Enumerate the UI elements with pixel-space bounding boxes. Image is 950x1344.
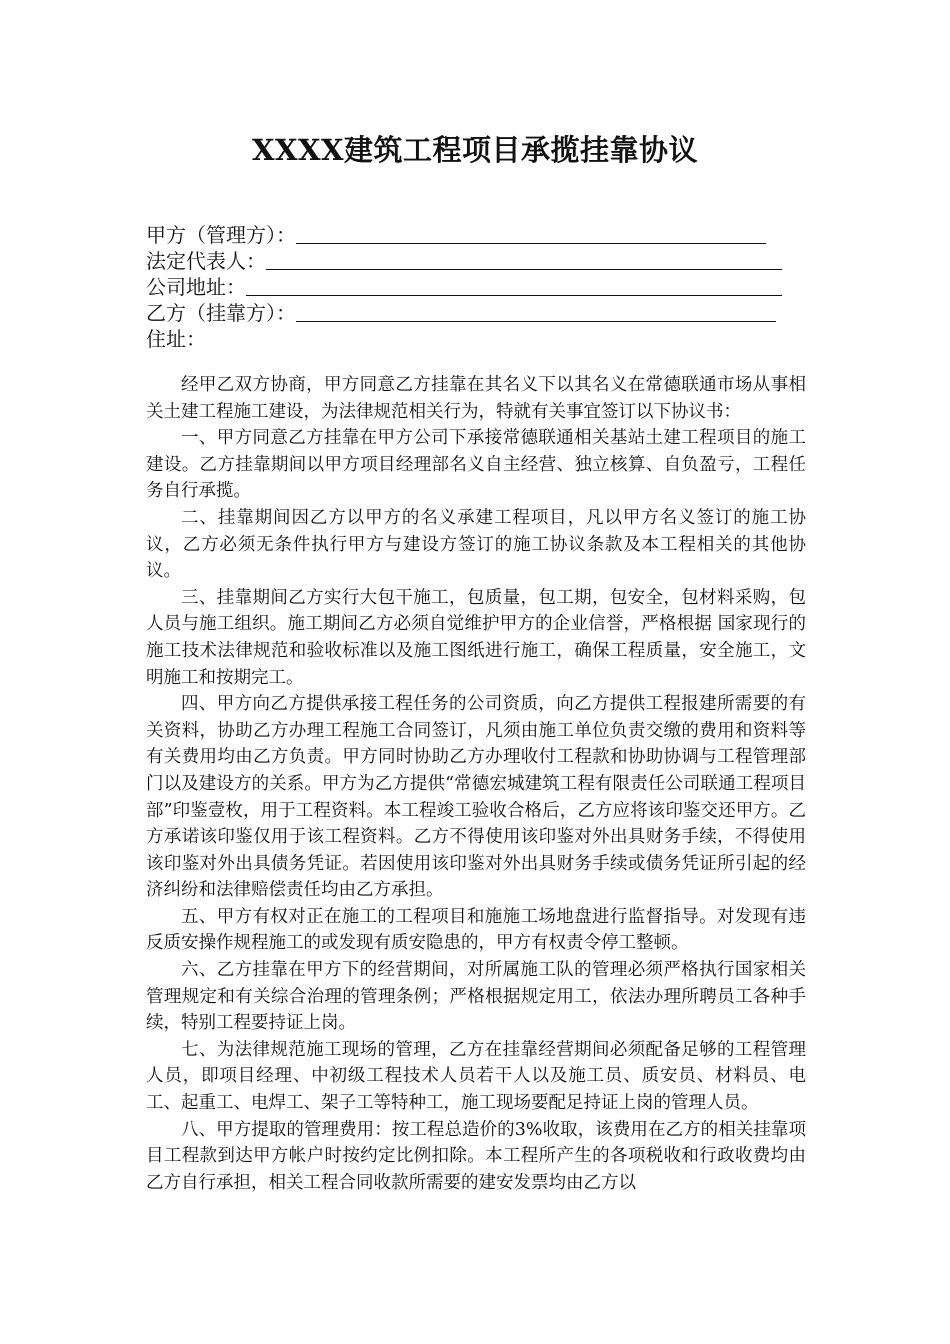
party-a-blank-line bbox=[296, 223, 766, 244]
document-title: XXXX建筑工程项目承揽挂靠协议 bbox=[251, 133, 698, 167]
clause-1-paragraph: 一、甲方同意乙方挂靠在甲方公司下承接常德联通相关基站土建工程项目的施工建设。乙方挂靠期间以甲方项目经理部名义自主经营、独立核算、自负盈亏，工程任务自行承揽。 bbox=[146, 428, 806, 502]
intro-paragraph: 经甲乙双方协商，甲方同意乙方挂靠在其名义下以其名义在常德联通市场从事相关土建工程施工建设，为法律规范相关行为，特就有关事宜签订以下协议书： bbox=[146, 375, 806, 422]
party-a-label: 甲方（管理方）： bbox=[146, 223, 296, 247]
party-a-field bbox=[146, 222, 816, 248]
legal-rep-blank-line bbox=[266, 249, 782, 270]
party-b-label: 乙方（挂靠方）： bbox=[146, 301, 296, 325]
legal-rep-label: 法定代表人： bbox=[146, 249, 266, 273]
clause-7-paragraph: 七、为法律规范施工现场的管理，乙方在挂靠经营期间必须配备足够的工程管理人员，即项目经理、中初级工程技术人员若干人以及施工员、质安员、材料员、电工、起重工、电焊工、架子工等特种工，施工现场要配足持证上岗的管理人员。 bbox=[146, 1039, 806, 1114]
address-field bbox=[146, 326, 816, 352]
clause-8-paragraph: 八、甲方提取的管理费用：按工程总造价的3%收取，该费用在乙方的相关挂靠项目工程款到达甲方帐户时按约定比例扣除。本工程所产生的各项税收和行政收费均由乙方自行承担，相关工程合同收款所需要的建安发票均由乙方以 bbox=[146, 1119, 806, 1193]
clause-6-paragraph: 六、乙方挂靠在甲方下的经营期间，对所属施工队的管理必须严格执行国家相关管理规定和有关综合治理的管理条例；严格根据规定用工，依法办理所聘员工各种手续，特别工程要持证上岗。 bbox=[146, 960, 806, 1034]
agreement-body bbox=[146, 372, 806, 1196]
clause-3-paragraph: 三、挂靠期间乙方实行大包干施工，包质量，包工期，包安全，包材料采购，包人员与施工组织。施工期间乙方必须自觉维护甲方的企业信誉，严格根据 国家现行的施工技术法律规范和验收标准以及施工图纸进行施工，确保工程质量，安全施工，文明施工和按期完工。 bbox=[146, 587, 806, 688]
company-address-label: 公司地址： bbox=[146, 275, 246, 299]
address-label: 住址： bbox=[146, 327, 206, 351]
company-address-blank-line bbox=[246, 275, 782, 296]
clause-2-paragraph: 二、挂靠期间因乙方以甲方的名义承建工程项目，凡以甲方名义签订的施工协议，乙方必须无条件执行甲方与建设方签订的施工协议条款及本工程相关的其他协议。 bbox=[146, 507, 806, 582]
party-info-fields bbox=[146, 222, 816, 352]
company-address-field bbox=[146, 274, 816, 300]
party-b-blank-line bbox=[296, 301, 776, 322]
clause-5-paragraph: 五、甲方有权对正在施工的工程项目和施施工场地盘进行监督指导。对发现有违反质安操作规程施工的或发现有质安隐患的，甲方有权责令停工整顿。 bbox=[146, 906, 806, 954]
clause-4-paragraph: 四、甲方向乙方提供承接工程任务的公司资质，向乙方提供工程报建所需要的有关资料，协助乙方办理工程施工合同签订，凡须由施工单位负责交缴的费用和资料等有关费用均由乙方负责。甲方同时协助乙方办理收付工程款和协助协调与工程管理部门以及建设方的关系。甲方为乙方提供“常德宏城建筑工程有限责任公司联通工程项目部”印鉴壹枚，用于工程资料。本工程竣工验收合格后，乙方应将该印鉴交还甲方。乙方承诺该印鉴仅用于该工程资料。乙方不得使用该印鉴对外出具财务手续，不得使用该印鉴对外出具债务凭证。若因使用该印鉴对外出具财务手续或债务凭证所引起的经济纠纷和法律赔偿责任均由乙方承担。 bbox=[146, 694, 806, 901]
legal-rep-field bbox=[146, 248, 816, 274]
party-b-field bbox=[146, 300, 816, 326]
